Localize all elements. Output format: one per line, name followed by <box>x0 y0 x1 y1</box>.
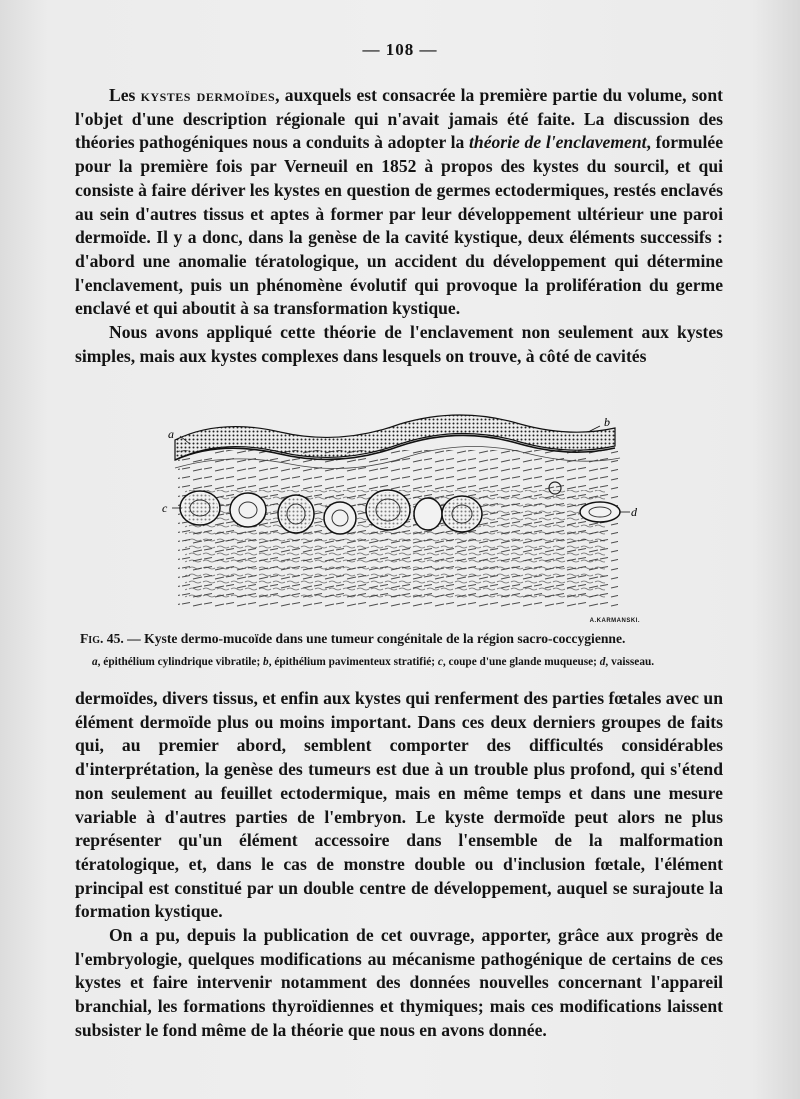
text-block-bottom <box>75 687 723 1043</box>
figure-label-b: b <box>604 415 610 429</box>
legend-text-d: , vaisseau. <box>605 656 655 668</box>
legend-key-b: b <box>263 656 269 668</box>
text-block-top <box>75 84 723 368</box>
paragraph-1 <box>75 84 723 321</box>
para1-text-b: , formulée pour la première fois par Verneuil en 1852 à propos des kystes du sourcil, et qui consiste à faire dériver les kystes en question de germes ectodermiques, restés enclavés au sein d'autres tissus et aptes à former par leur développement ultérieur une paroi dermoïde. Il y a donc, dans la genèse de la cavité kystique, deux éléments successifs : d'abord une anomalie tératologique, un accident du développement qui détermine l'enclavement, puis un phénomène évolutif qui provoque la prolifération du germe enclavé et qui aboutit à sa transformation kystique. <box>75 132 724 319</box>
figure-label-a: a <box>168 427 174 441</box>
figure-caption-title: — Kyste dermo-mucoïde dans une tumeur congénitale de la région sacro-coccygienne. <box>123 631 626 646</box>
legend-key-d: d <box>599 656 606 668</box>
paragraph-4: On a pu, depuis la publication de cet ouvrage, apporter, grâce aux progrès de l'embryologie, quelques modifications au mécanisme pathogénique de certains de ces kystes et faire intervenir notamment des données nouvelles concernant l'appareil branchial, les formations thyroïdiennes et thymiques; mais ces modifications laissent subsister le fond même de la théorie que nous en avons donnée. <box>75 925 723 1040</box>
legend-text-c: , coupe d'une glande muqueuse; <box>442 656 600 668</box>
legend-key-c: c <box>437 656 443 668</box>
figure-label-c: c <box>162 501 168 515</box>
paragraph-3: dermoïdes, divers tissus, et enfin aux kystes qui renferment des parties fœtales avec un élément dermoïde plus ou moins important. Dans ces deux derniers groupes de faits qui, au premier abord, semblent comporter des difficultés considérables d'interprétation, la genèse des tumeurs est due à un trouble plus profond, qui s'étend non seulement au feuillet ectodermique, mais en même temps et dans une mesure variable à d'autres parties de l'embryon. Le kyste dermoïde peut alors ne plus représenter qu'un élément accessoire dans l'ensemble de la malformation tératologique, et, dans le cas de monstre double ou d'inclusion fœtale, l'élément principal est constitué par un double centre de développement, auquel se surajoute la formation kystique. <box>75 688 723 922</box>
legend-text-b: , épithélium pavimenteux stratifié; <box>268 656 438 668</box>
figure-illustration <box>160 410 640 624</box>
para1-italic: théorie de l'enclavement <box>469 132 647 153</box>
para1-lead: Les <box>109 85 141 105</box>
figure-caption-label: Fig. 45. <box>80 631 124 646</box>
histology-engraving <box>160 410 640 615</box>
para1-smallcaps: kystes dermoïdes <box>140 85 276 105</box>
engraver-signature: A.KARMANSKI. <box>589 618 640 624</box>
page-number: — 108 — <box>362 40 438 59</box>
paragraph-2: Nous avons appliqué cette théorie de l'enclavement non seulement aux kystes simples, mais aux kystes complexes dans lesquels on trouve, à côté de cavités <box>75 322 723 366</box>
para1-text-a: , auxquels est consacrée la première partie du volume, sont l'objet d'une description régionale qui n'avait jamais été faite. La discussion des théories pathogéniques nous a conduits à adopter la <box>75 85 723 153</box>
figure-label-d: d <box>631 505 637 519</box>
figure-caption <box>80 631 728 647</box>
legend-key-a: a <box>92 656 98 668</box>
figure-legend <box>92 656 722 668</box>
legend-text-a: , épithélium cylindrique vibratile; <box>97 656 264 668</box>
